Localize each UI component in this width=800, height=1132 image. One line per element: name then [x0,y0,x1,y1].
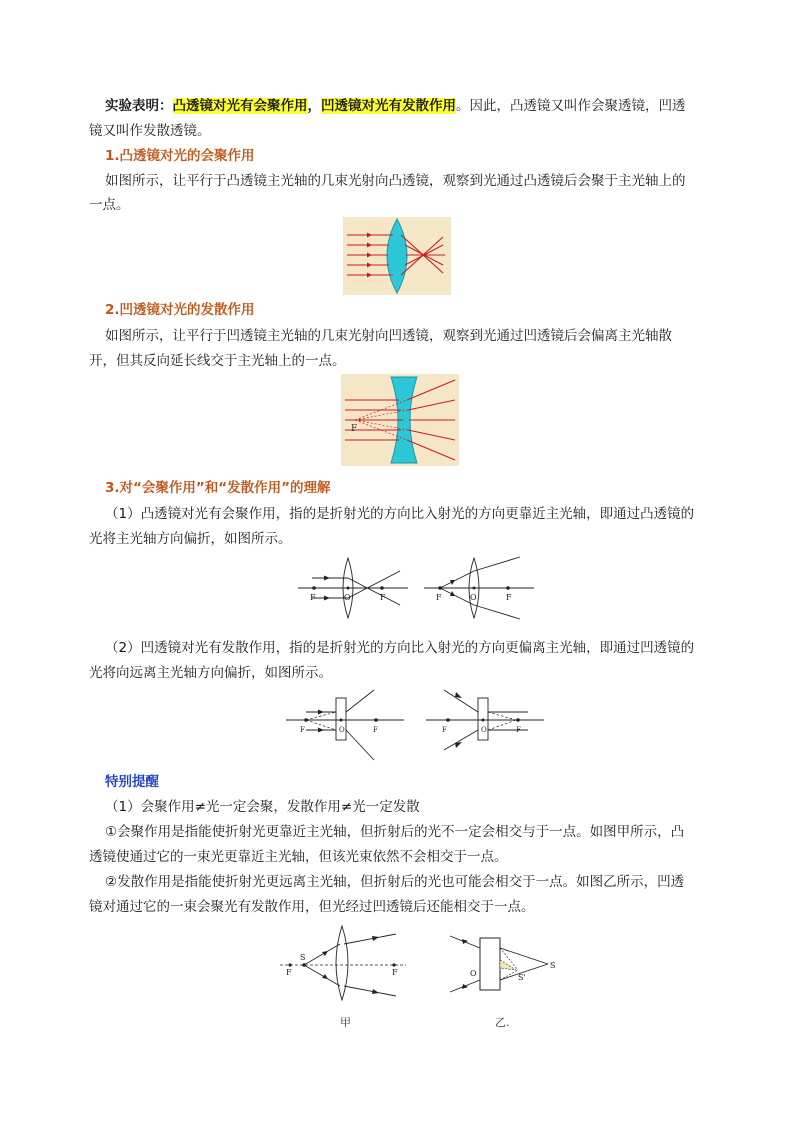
section-3-para-2b: 光将向远离主光轴方向偏折，如图所示。 [89,665,332,681]
figure-jia [278,924,408,1002]
intro-line-1 [105,96,686,116]
concave-photo-f-label: F [351,424,358,434]
jia-f1-label: F [286,968,292,977]
section-3-heading: 3.对“会聚作用”和“发散作用”的理解 [105,480,331,496]
convex-diagram-pair [296,555,536,621]
section-1-para-2: 一点。 [89,197,130,213]
convex-left-o: O [344,593,351,602]
tip-para-2a: ①会聚作用是指能使折射光更靠近主光轴，但折射后的光不一定会相交与于一点。如图甲所示，凸 [105,824,685,840]
intro-rest: 。因此，凸透镜又叫作会聚透镜，凹透 [456,98,686,114]
convex-left-f1: F [310,593,316,602]
figure-yi [446,930,562,1000]
convex-right-o: O [470,593,477,602]
concave-right-f1: F [442,726,447,734]
concave-left-o: O [339,726,345,734]
caption-yi: 乙. [495,1016,510,1029]
concave-left-f2: F [373,726,378,734]
concave-right-o: O [481,726,487,734]
tip-para-1: （1）会聚作用≠光一定会聚，发散作用≠光一定发散 [105,799,420,815]
section-1-para-1: 如图所示，让平行于凸透镜主光轴的几束光射向凸透镜，观察到光通过凸透镜后会聚于主光轴上的 [105,173,686,189]
convex-right-f1: F [436,593,442,602]
convex-right-f2: F [506,593,512,602]
jia-f2-label: F [392,968,398,977]
convex-left-f2: F [380,593,386,602]
yi-o-label: O [470,969,477,978]
section-2-para-1: 如图所示，让平行于凹透镜主光轴的几束光射向凹透镜，观察到光通过凹透镜后会偏离主光轴散 [105,328,672,344]
jia-s-label: S [300,953,306,962]
tip-para-2b: 透镜使通过它的一束光更靠近主光轴，但该光束依然不会相交于一点。 [89,849,508,865]
concave-right-f2: F [516,726,521,734]
intro-line-2: 镜又叫作发散透镜。 [89,123,211,139]
highlight-convex: 凸透镜对光有会聚作用 [172,98,308,114]
section-2-para-2: 开，但其反向延长线交于主光轴上的一点。 [89,353,346,369]
section-3-para-2a: （2）凹透镜对光有发散作用，指的是折射光的方向比入射光的方向更偏离主光轴，即通过凹透镜的 [105,640,695,656]
tip-para-3a: ②发散作用是指能使折射光更远离主光轴，但折射后的光也可能会相交于一点。如图乙所示，凹透 [105,874,685,890]
intro-sep: ， [307,98,321,114]
section-2-heading: 2.凹透镜对光的发散作用 [105,302,255,318]
tip-para-3b: 镜对通过它的一束会聚光有发散作用，但光经过凹透镜后还能相交于一点。 [89,899,535,915]
concave-lens-photo [341,374,459,466]
convex-lens-photo [343,217,451,295]
concave-left-f1: F [300,726,305,734]
yi-s-label: S [550,961,556,970]
highlight-concave: 凹透镜对光有发散作用 [321,98,456,114]
tip-heading: 特别提醒 [105,774,159,790]
section-1-heading: 1.凸透镜对光的会聚作用 [105,148,255,164]
section-3-para-1a: （1）凸透镜对光有会聚作用，指的是折射光的方向比入射光的方向更靠近主光轴，即通过凸透镜的 [105,506,695,522]
caption-jia: 甲 [340,1016,351,1029]
yi-s-prime-label: S' [518,973,526,982]
section-3-para-1b: 光将主光轴方向偏折，如图所示。 [89,531,292,547]
concave-diagram-pair [284,686,546,764]
intro-label: 实验表明： [105,98,173,114]
